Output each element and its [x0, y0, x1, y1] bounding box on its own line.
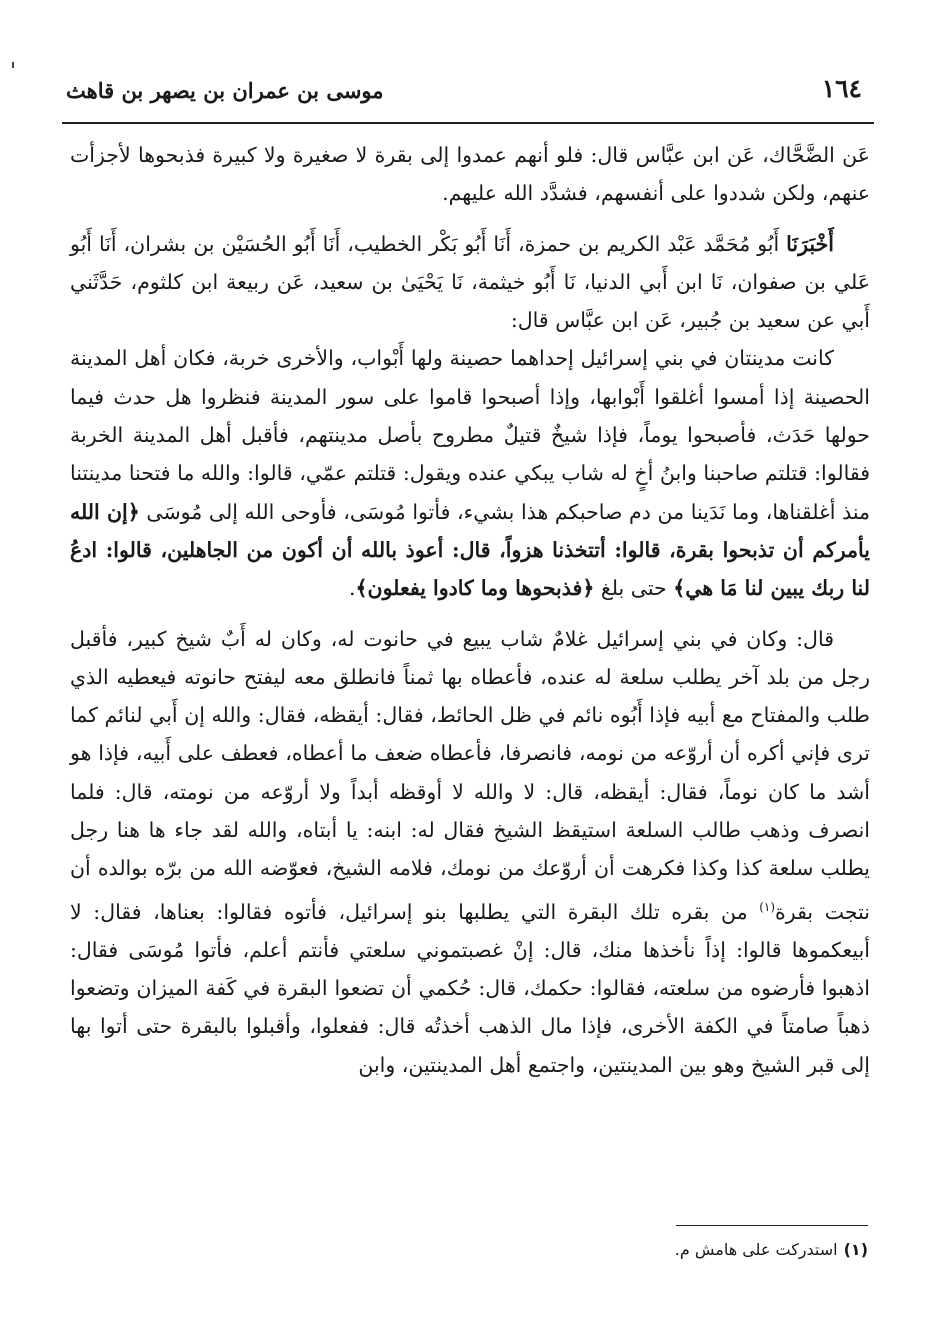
paragraph-2: [70, 225, 870, 340]
running-title: موسى بن عمران بن يصهر بن قاهث: [66, 78, 384, 103]
page-number: ١٦٤: [821, 74, 862, 103]
narrative-text: قال: وكان في بني إسرائيل غلامٌ شاب يبيع في حانوت له، وكان له أَبٌ شيخ كبير، فأقبل رجل من بلد آخر يطلب سلعة له عنده، فأعطاه بها ثمناً فانطلق معه ليفتح حانوته فيعطيه الذي طلب والمفتاح مع أبيه فإذا أَبُوه نائم في ظل الحائط، فقال: أيقظه، فقال: والله إن أَبي لنائم كما ترى فإني أكره أن أروّعه من نومه، فانصرفا، فأعطاه ضعف ما أعطاه، فعطف على أَبيه، فإذا هو أشد ما كان نوماً، فقال: أيقظه، قال: لا والله لا أوقظه أبداً ولا أروّعه من نومته، قال: فلما انصرف وذهب طالب السلعة استيقظ الشيخ فقال له: ابنه: يا أبتاه، والله لقد جاء ها هنا رجل يطلب سلعة كذا وكذا فكرهت أن أروّعك من نومك، فلامه الشيخ، فعوّضه الله من برّه بوالده أن نتجت بقرة: [70, 626, 870, 924]
quran-quote: ﴿إن الله يأمركم أن تذبحوا بقرة، قالوا: أتتخذنا هزواً، قال: أعوذ بالله أن أكون من الجاهلين، قالوا: ادعُ لنا ربك يبين لنا مَا هي﴾: [70, 499, 870, 601]
isnad-chain: أَبُو مُحَمَّد عَبْد الكريم بن حمزة، أَنَا أَبُو بَكْر الخطيب، أَنَا أَبُو الحُسَيْن بن بشران، أَنَا أَبُو عَلي بن صفوان، نَا ابن أَبي الدنيا، نَا أَبُو خيثمة، نَا يَحْيَىٰ بن سعيد، عَن ربيعة ابن كلثوم، حَدَّثَني أَبي عن سعيد بن جُبير، عَن ابن عبَّاس قال:: [70, 231, 870, 333]
footnote-number: (١): [843, 1240, 868, 1259]
footnote-rule: [676, 1225, 868, 1226]
header-rule: [62, 122, 874, 124]
isnad-lead: أَخْبَرَنَا: [786, 231, 834, 256]
narrative-text: حتى بلغ: [594, 576, 674, 601]
narrative-text: من بقره تلك البقرة التي يطلبها بنو إسرائيل، فأتوه فقالوا: بعناها، فقال: لا أبيعكموها قالوا: إذاً نأخذها منك، قال: إنْ غصبتموني سلعتي فأنتم أعلم، فأتوا مُوسَى فقال: اذهبوا فأرضوه من سلعته، فقالوا: حكمك، قال: حُكمي أن تضعوا البقرة في كَفة الميزان وتضعوا ذهباً صامتاً في الكفة الأخرى، فإذا مال الذهب أخذتُه قال: ففعلوا، وأقبلوا بالبقرة حتى أتوا بها إلى قبر الشيخ وهو بين المدينتين، واجتمع أهل المدينتين، وابن: [70, 899, 870, 1077]
footnote-text: استدركت على هامش م.: [674, 1240, 838, 1259]
paragraph-3: [70, 339, 870, 607]
narrative-text: .: [348, 576, 356, 601]
footnote: [560, 1240, 868, 1259]
paragraph-4: [70, 620, 870, 1084]
paragraph-1: عَن الضَّحَّاك، عَن ابن عبَّاس قال: فلو أنهم عمدوا إلى بقرة لا صغيرة ولا كبيرة فذبحوها لأجزأت عنهم، ولكن شددوا على أنفسهم، فشدَّد الله عليهم.: [70, 143, 870, 206]
page-header: [62, 70, 874, 122]
main-text: [70, 136, 870, 1084]
narrative-text: كانت مدينتان في بني إسرائيل إحداهما حصينة ولها أَبْواب، والأخرى خربة، فكان أهل المدينة الحصينة إذا أمسوا أغلقوا أَبْوابها، وإذا أصبحوا قاموا على سور المدينة فنظروا هل حدث فيما حولها حَدَث، فأصبحوا يوماً، فإذا شيخٌ قتيلٌ مطروح بأصل مدينتهم، فأقبل أهل المدينة الخربة فقالوا: قتلتم صاحبنا وابنُ أخٍ له شاب يبكي عنده ويقول: قتلتم عمّي، قالوا: والله ما فتحنا مدينتنا منذ أغلقناها، وما نَدَينا من دم صاحبكم هذا بشيء، فأتوا مُوسَى، فأوحى الله إلى مُوسَى: [70, 346, 870, 524]
quran-quote: ﴿فذبحوها وما كادوا يفعلون﴾: [355, 576, 595, 601]
scan-mark: [12, 62, 14, 68]
footnote-reference[interactable]: (١): [759, 899, 776, 914]
